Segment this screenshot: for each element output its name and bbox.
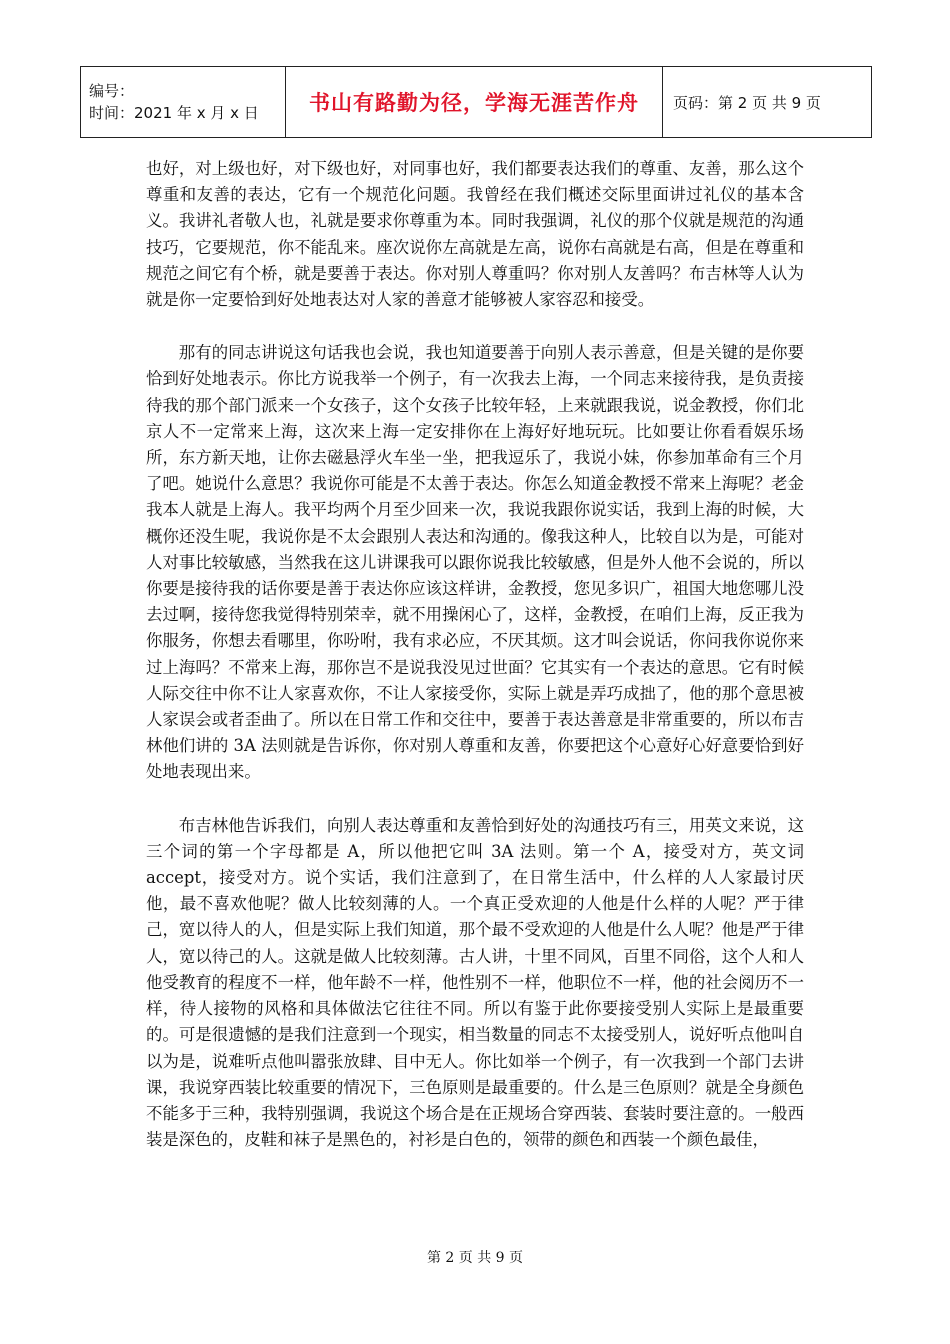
document-number-label: 编号： [89,82,135,100]
body-paragraph: 布吉林他告诉我们，向别人表达尊重和友善恰到好处的沟通技巧有三，用英文来说，这三个词的第一个字母都是 A，所以他把它叫 3A 法则。第一个 A，接受对方，英文词 accept，接受对方。说个实话，我们注意到了，在日常生活中，什么样的人人家最讨厌他，最不喜欢他呢？做人比较刻薄的人。一个真正受欢迎的人他是什么样的人呢？严于律己，宽以待人的人，但是实际上我们知道，那个最不受欢迎的人他是什么人呢？他是严于律人，宽以待己的人。这就是做人比较刻薄。古人讲，十里不同风，百里不同俗，这个人和人他受教育的程度不一样，他年龄不一样，他性别不一样，他职位不一样，他的社会阅历不一样，待人接物的风格和具体做法它往往不同。所以有鉴于此你要接受别人实际上是最重要的。可是很遗憾的是我们注意到一个现实，相当数量的同志不太接受别人，说好听点他叫自以为是，说难听点他叫嚣张放肆、目中无人。你比如举一个例子，有一次我到一个部门去讲课，我说穿西装比较重要的情况下，三色原则是最重要的。什么是三色原则？就是全身颜色不能多于三种，我特别强调，我说这个场合是在正规场合穿西装、套装时要注意的。一般西装是深色的，皮鞋和袜子是黑色的，衬衫是白色的，领带的颜色和西装一个颜色最佳， [146,815,804,1150]
header-table [80,66,872,138]
body-paragraph: 也好，对上级也好，对下级也好，对同事也好，我们都要表达我们的尊重、友善，那么这个尊重和友善的表达，它有一个规范化问题。我曾经在我们概述交际里面讲过礼仪的基本含义。我讲礼者敬人也，礼就是要求你尊重为本。同时我强调，礼仪的那个仪就是规范的沟通技巧，它要规范，你不能乱来。座次说你左高就是左高，说你右高就是右高，但是在尊重和规范之间它有个桥，就是要善于表达。你对别人尊重吗？你对别人友善吗？布吉林等人认为就是你一定要恰到好处地表达对人家的善意才能够被人家容忍和接受。 [146,159,804,310]
document-date-label: 时间：2021 年 x 月 x 日 [89,104,259,122]
header-meta-cell [81,67,286,138]
document-body [146,156,804,1180]
header-page-info: 页码：第 2 页 共 9 页 [663,67,872,138]
header-motto: 书山有路勤为径，学海无涯苦作舟 [286,67,663,138]
page-footer: 第 2 页 共 9 页 [426,1250,524,1266]
body-paragraph: 那有的同志讲说这句话我也会说，我也知道要善于向别人表示善意，但是关键的是你要恰到好处地表示。你比方说我举一个例子，有一次我去上海，一个同志来接待我，是负责接待我的那个部门派来一个女孩子，这个女孩子比较年轻，上来就跟我说，说金教授，你们北京人不一定常来上海，这次来上海一定安排你在上海好好地玩玩。比如要让你看看娱乐场所，东方新天地，让你去磁悬浮火车坐一坐，把我逗乐了，我说小妹，你参加革命有三个月了吧。她说什么意思？我说你可能是不太善于表达。你怎么知道金教授不常来上海呢？老金我本人就是上海人。我平均两个月至少回来一次，我说我跟你说实话，我到上海的时候，大概你还没生呢，我说你是不太会跟别人表达和沟通的。像我这种人，比较自以为是，可能对人对事比较敏感，当然我在这儿讲课我可以跟你说我比较敏感，但是外人他不会说的，所以你要是接待我的话你要是善于表达你应该这样讲，金教授，您见多识广，祖国大地您哪儿没去过啊，接待您我觉得特别荣幸，就不用操闲心了，这样，金教授，在咱们上海，反正我为你服务，你想去看哪里，你吩咐，我有求必应，不厌其烦。这才叫会说话，你问我你说你来过上海吗？不常来上海，那你岂不是说我没见过世面？它其实有一个表达的意思。它有时候人际交往中你不让人家喜欢你，不让人家接受你，实际上就是弄巧成拙了，他的那个意思被人家误会或者歪曲了。所以在日常工作和交往中，要善于表达善意是非常重要的，所以布吉林他们讲的 3A 法则就是告诉你，你对别人尊重和友善，你要把这个心意好心好意要恰到好处地表现出来。 [146,343,804,782]
